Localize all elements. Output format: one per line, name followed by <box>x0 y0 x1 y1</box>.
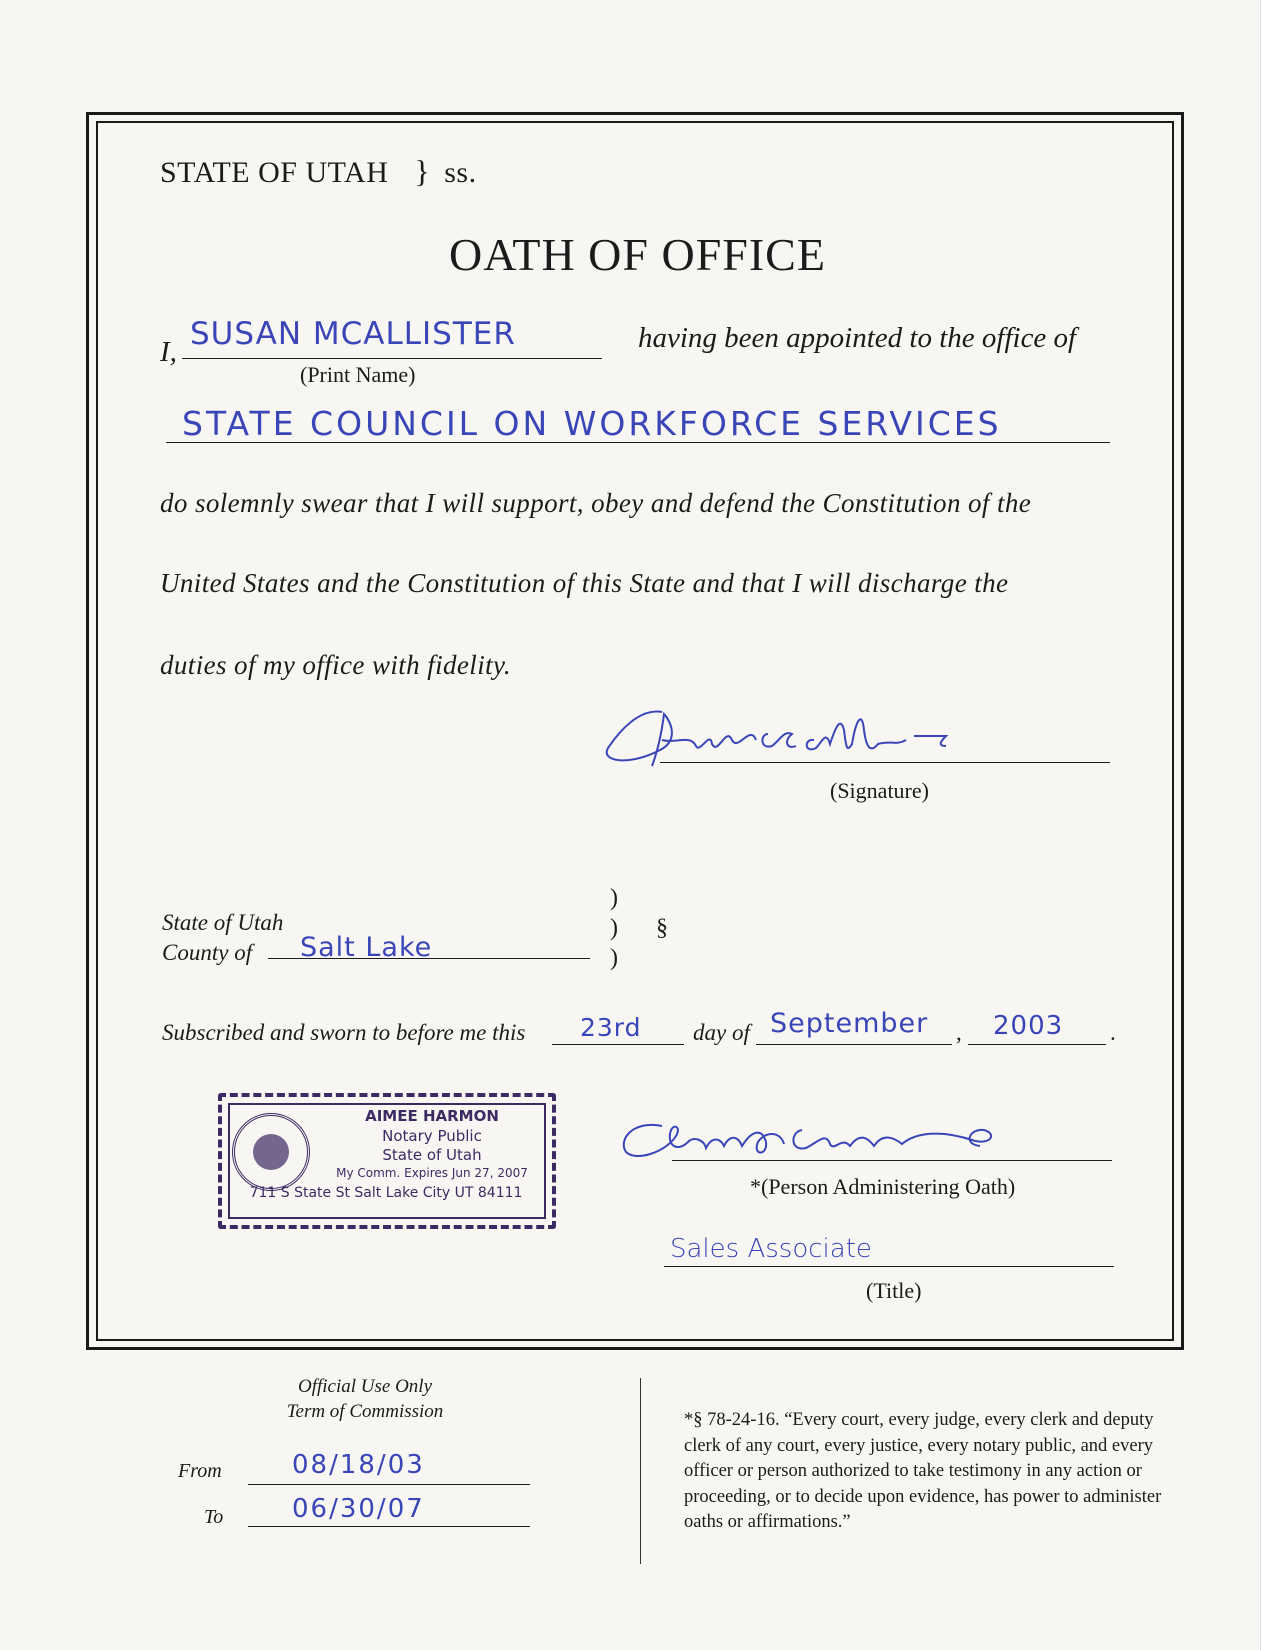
day-line <box>552 1044 684 1045</box>
notary-seal-icon <box>232 1113 310 1191</box>
administering-title-value: Sales Associate <box>670 1234 872 1264</box>
venue-state-label: State of Utah <box>162 910 284 935</box>
state-name: STATE OF UTAH <box>160 156 389 189</box>
venue-paren-2: ) <box>610 915 618 941</box>
oath-text-line-2: United States and the Constitution of this State and that I will discharge the <box>160 568 1009 598</box>
venue-county-label: County of <box>162 940 253 965</box>
page-title: OATH OF OFFICE <box>449 229 826 280</box>
month-value: September <box>770 1008 929 1039</box>
to-label: To <box>204 1506 224 1528</box>
stamp-line-3: State of Utah <box>382 1146 482 1164</box>
title-line <box>664 1266 1114 1267</box>
sworn-period: . <box>1110 1020 1116 1045</box>
title-label: (Title) <box>866 1278 922 1303</box>
to-value: 06/30/07 <box>292 1494 425 1524</box>
footer-divider <box>640 1378 641 1564</box>
oath-text-line-1: do solemnly swear that I will support, obey and defend the Constitution of the <box>160 488 1032 518</box>
venue-paren-1: ) <box>610 885 618 911</box>
oath-text-line-3: duties of my office with fidelity. <box>160 650 512 680</box>
year-value: 2003 <box>993 1011 1064 1041</box>
stamp-notary-name: AIMEE HARMON <box>365 1107 499 1125</box>
sworn-comma: , <box>956 1020 962 1045</box>
administering-label: *(Person Administering Oath) <box>750 1174 1016 1199</box>
day-of-label: day of <box>693 1020 750 1045</box>
county-line <box>268 958 590 959</box>
ss-label: ss. <box>444 156 477 189</box>
notary-stamp <box>218 1093 556 1229</box>
stamp-line-2: Notary Public <box>382 1127 482 1145</box>
to-line <box>248 1526 530 1527</box>
office-line <box>166 442 1110 443</box>
month-line <box>756 1044 952 1045</box>
year-line <box>968 1044 1106 1045</box>
print-name-label: (Print Name) <box>300 362 416 387</box>
from-line <box>248 1484 530 1485</box>
from-value: 08/18/03 <box>292 1450 425 1480</box>
sworn-text: Subscribed and sworn to before me this <box>162 1020 526 1045</box>
print-name-value: SUSAN MCALLISTER <box>190 316 516 352</box>
county-value: Salt Lake <box>300 932 433 963</box>
signature-image <box>600 700 1020 780</box>
signature-label: (Signature) <box>830 778 929 803</box>
print-name-line <box>182 358 602 359</box>
state-header <box>160 153 477 190</box>
day-value: 23rd <box>580 1013 642 1042</box>
venue-paren-3: ) <box>610 945 618 971</box>
statute-note: *§ 78-24-16. “Every court, every judge, every clerk and deputy clerk of any court, every justice, every notary public, and every officer or person authorized to take testimony in any action or proceeding, or to decide upon evidence, has power to administer oaths or affirmations.” <box>684 1410 1162 1532</box>
office-value: STATE COUNCIL ON WORKFORCE SERVICES <box>182 404 1002 443</box>
appointed-text: having been appointed to the office of <box>638 322 1077 354</box>
section-symbol: § <box>656 915 668 941</box>
signature-line <box>660 762 1110 763</box>
state-brace: } <box>414 153 431 189</box>
oath-prefix: I, <box>160 336 177 368</box>
from-label: From <box>178 1460 222 1482</box>
stamp-line-5: 711 S State St Salt Lake City UT 84111 <box>249 1185 523 1201</box>
official-use-subheading: Term of Commission <box>286 1401 444 1422</box>
stamp-line-4: My Comm. Expires Jun 27, 2007 <box>336 1166 528 1180</box>
official-use-heading: Official Use Only <box>297 1376 433 1397</box>
administering-line <box>672 1160 1112 1161</box>
administering-signature-image <box>612 1112 1042 1172</box>
